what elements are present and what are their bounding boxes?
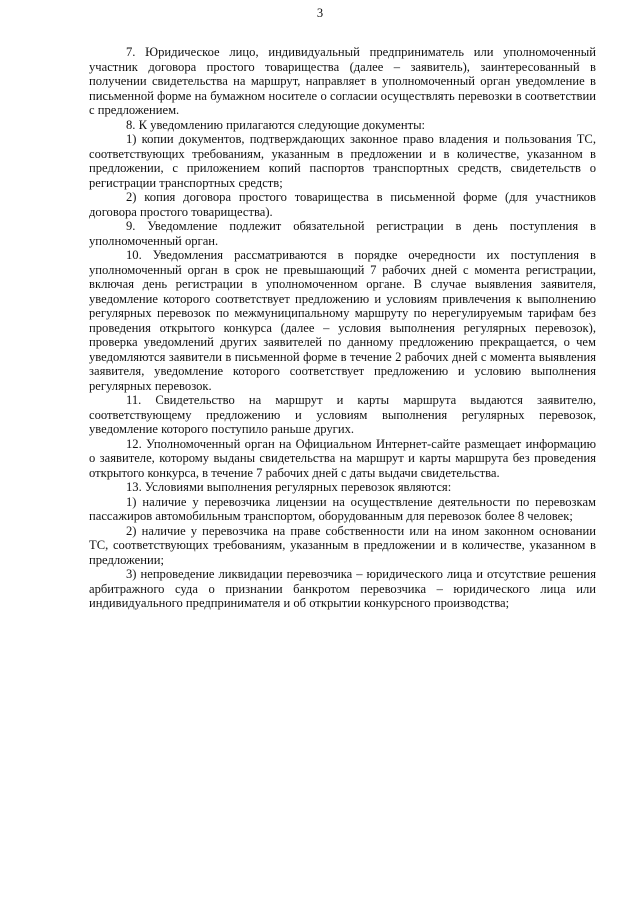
paragraph-item-9: 9. Уведомление подлежит обязательной регистрации в день поступления в уполномоченный орган. <box>89 219 596 248</box>
paragraph-item-7: 7. Юридическое лицо, индивидуальный предприниматель или уполномоченный участник договора простого товарищества (далее – заявитель), заинтересованный в получении свидетельства на маршрут, направляет в уполномоченный орган уведомление в письменной форме на бумажном носителе о согласии осуществлять перевозки в соответствии с предложением. <box>89 45 596 117</box>
paragraph-item-8: 8. К уведомлению прилагаются следующие документы: <box>126 117 426 132</box>
paragraph-item-13-sub-3: 3) непроведение ликвидации перевозчика – юридического лица и отсутствие решения арбитражного суда о признании банкротом перевозчика – юридического лица или индивидуального предпринимателя и об открытии конкурсного производства; <box>89 567 596 610</box>
paragraph-item-11: 11. Свидетельство на маршрут и карты маршрута выдаются заявителю, соответствующему предложению и условиям выполнения регулярных перевозок, уведомление которого поступило раньше других. <box>89 393 596 436</box>
paragraph-item-13-sub-1: 1) наличие у перевозчика лицензии на осуществление деятельности по перевозкам пассажиров автомобильным транспортом, оборудованным для перевозок более 8 человек; <box>89 494 596 523</box>
paragraph-item-12: 12. Уполномоченный орган на Официальном Интернет-сайте размещает информацию о заявителе, которому выданы свидетельства на маршрут и карты маршрута без проведения открытого конкурса, в течение 7 рабочих дней с даты выдачи свидетельства. <box>89 436 596 480</box>
paragraph-item-8-sub-2: 2) копия договора простого товарищества в письменной форме (для участников договора простого товарищества). <box>89 190 596 219</box>
paragraph-item-13-sub-2: 2) наличие у перевозчика на праве собственности или на ином законном основании ТС, соответствующих требованиям, указанным в предложении и в количестве, указанном в предложении; <box>89 523 596 567</box>
document-body <box>89 45 596 611</box>
paragraph-item-8-sub-1: 1) копии документов, подтверждающих законное право владения и пользования ТС, соответствующих требованиям, указанным в предложении и в количестве, указанном в предложении, с приложением копий паспортов транспортных средств, свидетельств о регистрации транспортных средств; <box>89 132 596 190</box>
paragraph-item-13: 13. Условиями выполнения регулярных перевозок являются: <box>126 480 452 494</box>
page-number: 3 <box>316 6 324 20</box>
paragraph-item-10: 10. Уведомления рассматриваются в порядке очередности их поступления в уполномоченный орган в срок не превышающий 7 рабочих дней с момента регистрации, включая день регистрации в уполномоченном органе. В случае выявления заявителя, уведомление которого соответствует предложению и условиям привлечения к выполнению регулярных перевозок по межмуниципальному маршруту по нерегулируемым тарифам без проведения открытого конкурса (далее – условия выполнения регулярных перевозок), проверка уведомлений других заявителей по данному предложению прекращается, о чем уведомляются заявители в письменной форме в течение 2 рабочих дней с момента выявления заявителя, уведомление которого соответствует предложению и условию выполнения регулярных перевозок. <box>89 248 596 393</box>
